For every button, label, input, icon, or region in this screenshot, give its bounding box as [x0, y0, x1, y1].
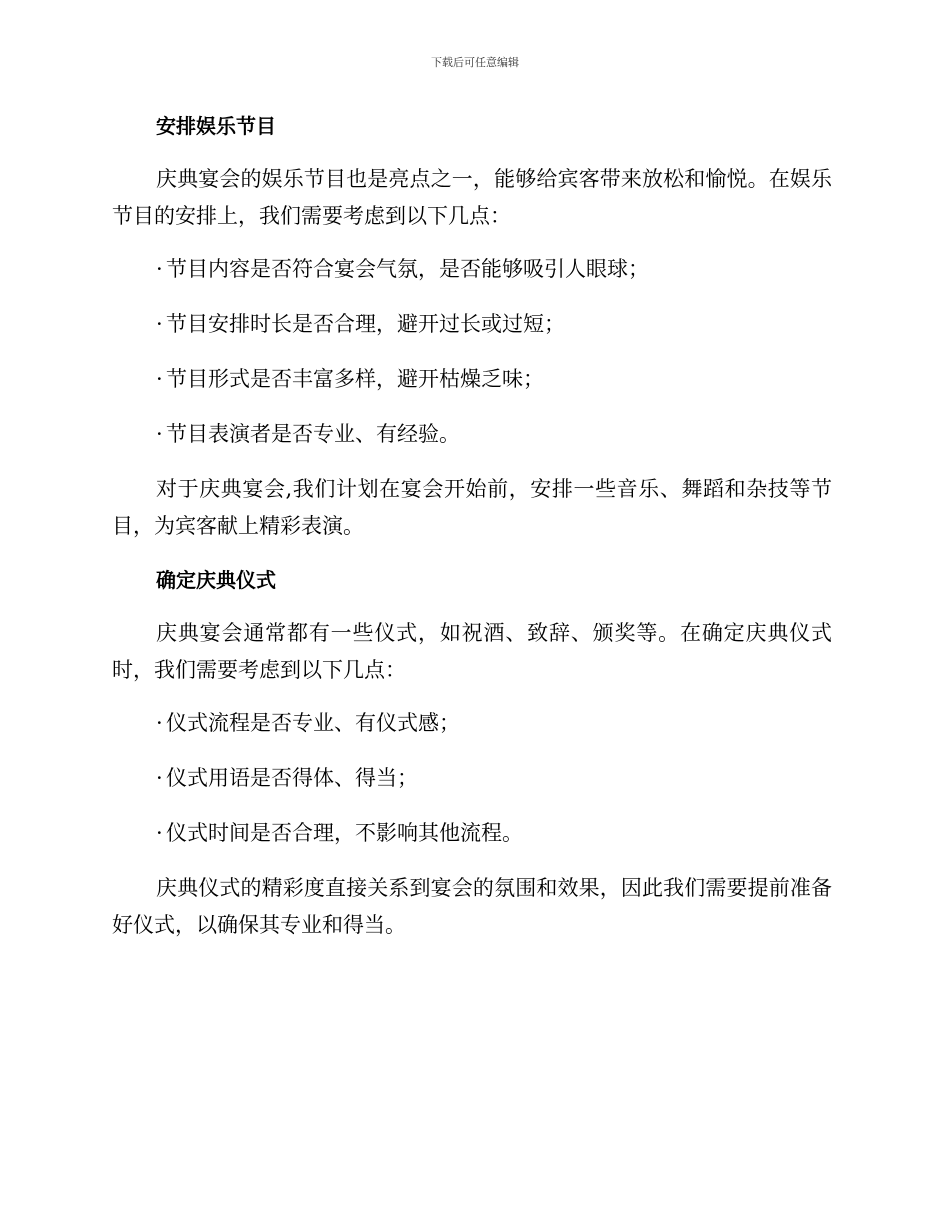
bullet-item [112, 251, 832, 288]
bullet-dot: · [156, 711, 163, 735]
bullet-text: 仪式用语是否得体、得当； [166, 766, 418, 790]
bullet-dot: · [156, 257, 163, 281]
section-closing-entertainment: 对于庆典宴会,我们计划在宴会开始前，安排一些音乐、舞蹈和杂技等节目，为宾客献上精彩表演。 [112, 477, 832, 538]
bullet-dot: · [156, 367, 163, 391]
section-intro-ceremony: 庆典宴会通常都有一些仪式，如祝酒、致辞、颁奖等。在确定庆典仪式时，我们需要考虑到以下几点： [112, 621, 832, 682]
bullet-item [112, 306, 832, 343]
bullet-dot: · [156, 821, 163, 845]
bullet-dot: · [156, 422, 163, 446]
bullet-dot: · [156, 766, 163, 790]
bullet-item [112, 760, 832, 797]
bullet-dot: · [156, 312, 163, 336]
document-body [112, 107, 832, 960]
bullet-text: 节目表演者是否专业、有经验。 [166, 422, 460, 446]
bullet-text: 仪式流程是否专业、有仪式感； [166, 711, 460, 735]
bullet-item [112, 416, 832, 453]
bullet-item [112, 361, 832, 398]
header-note: 下载后可任意编辑 [431, 56, 519, 69]
bullet-item [112, 815, 832, 852]
bullet-text: 节目安排时长是否合理，避开过长或过短； [166, 312, 565, 336]
section-heading-entertainment: 安排娱乐节目 [156, 114, 276, 138]
section-intro-entertainment: 庆典宴会的娱乐节目也是亮点之一，能够给宾客带来放松和愉悦。在娱乐节目的安排上，我们需要考虑到以下几点： [112, 167, 832, 228]
section-heading-ceremony: 确定庆典仪式 [156, 568, 276, 592]
bullet-text: 节目内容是否符合宴会气氛，是否能够吸引人眼球； [166, 257, 649, 281]
section-closing-ceremony: 庆典仪式的精彩度直接关系到宴会的氛围和效果，因此我们需要提前准备好仪式，以确保其专业和得当。 [112, 876, 832, 937]
bullet-text: 仪式时间是否合理，不影响其他流程。 [166, 821, 523, 845]
bullet-text: 节目形式是否丰富多样，避开枯燥乏味； [166, 367, 544, 391]
bullet-item [112, 705, 832, 742]
